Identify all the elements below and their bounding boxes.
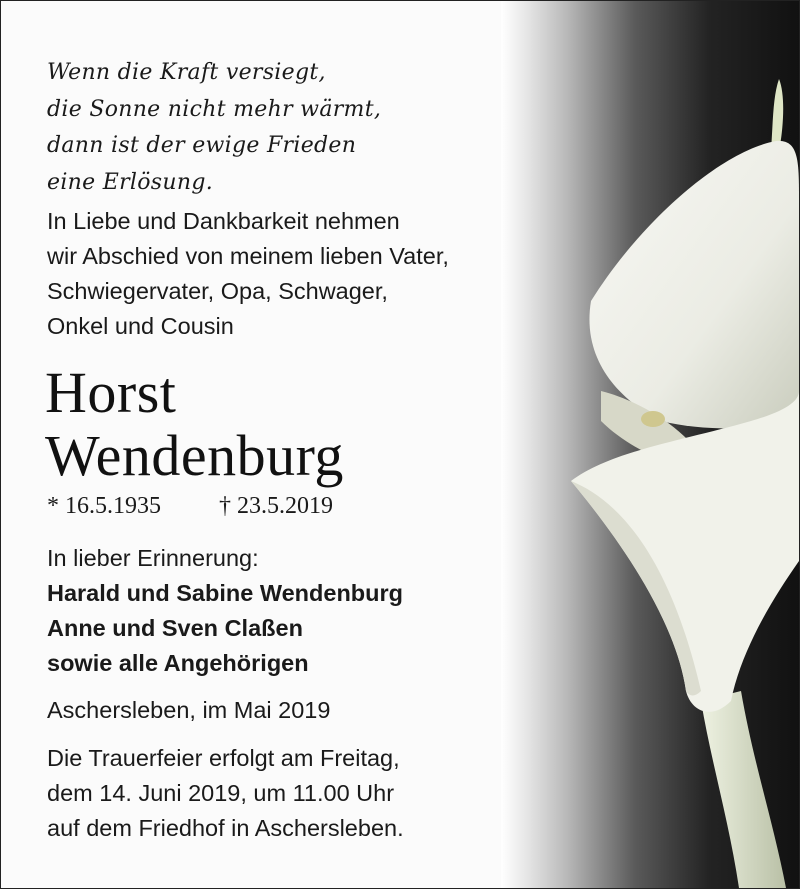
funeral-line: dem 14. Juni 2019, um 11.00 Uhr [47, 780, 395, 806]
intro-line: Onkel und Cousin [47, 313, 234, 339]
calla-lily-icon [501, 1, 799, 888]
deceased-name [45, 361, 344, 487]
memory-heading: In lieber Erinnerung: [47, 545, 259, 571]
intro-line: wir Abschied von meinem lieben Vater, [47, 243, 449, 269]
poem [47, 55, 381, 201]
place-date [47, 693, 330, 728]
mourner: sowie alle Angehörigen [47, 650, 309, 676]
poem-line: dann ist der ewige Frieden [47, 133, 357, 158]
first-name: Horst [45, 360, 177, 425]
mourner: Harald und Sabine Wendenburg [47, 580, 404, 606]
funeral-line: auf dem Friedhof in Aschersleben. [47, 815, 404, 841]
funeral-line: Die Trauerfeier erfolgt am Freitag, [47, 745, 400, 771]
life-dates [47, 493, 333, 520]
farewell-intro [47, 204, 449, 344]
mourner: Anne und Sven Claßen [47, 615, 303, 641]
mourners-block [47, 541, 403, 681]
flower-image-panel [501, 1, 799, 888]
poem-line: die Sonne nicht mehr wärmt, [47, 96, 382, 122]
poem-line: eine Erlösung. [47, 169, 213, 195]
death-date: † 23.5.2019 [219, 493, 333, 519]
funeral-info [47, 741, 404, 846]
birth-date: * 16.5.1935 [47, 493, 161, 519]
poem-line: Wenn die Kraft versiegt, [47, 60, 326, 85]
intro-line: In Liebe und Dankbarkeit nehmen [47, 208, 400, 234]
place-date-text: Aschersleben, im Mai 2019 [47, 697, 331, 723]
intro-line: Schwiegervater, Opa, Schwager, [47, 278, 388, 304]
last-name: Wendenburg [45, 423, 344, 488]
